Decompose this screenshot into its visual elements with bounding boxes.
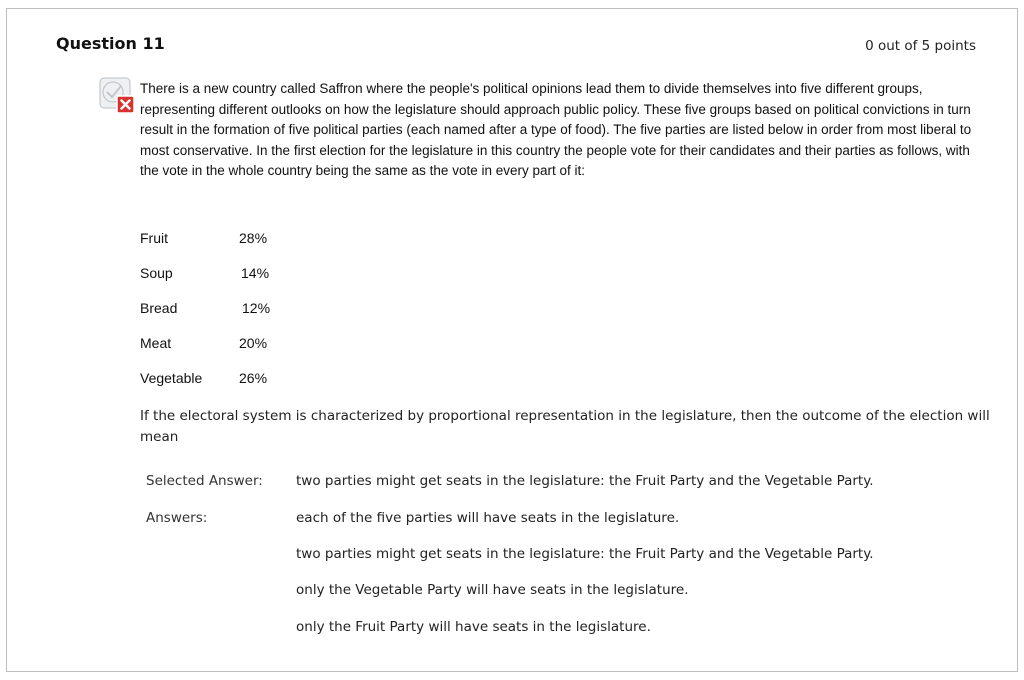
question-title: Question 11 <box>56 34 165 53</box>
selected-answer: two parties might get seats in the legislature: the Fruit Party and the Vegetable Party. <box>296 473 874 489</box>
answer-option: two parties might get seats in the legislature: the Fruit Party and the Vegetable Party. <box>296 546 874 562</box>
party-percent: 28% <box>239 230 268 246</box>
selected-answer-label: Selected Answer: <box>146 473 263 489</box>
party-name: Meat <box>140 335 172 351</box>
question-points: 0 out of 5 points <box>865 38 976 54</box>
answer-option: only the Fruit Party will have seats in the legislature. <box>296 619 651 635</box>
party-name: Fruit <box>140 230 168 246</box>
party-name: Vegetable <box>140 370 203 386</box>
answers-label: Answers: <box>146 510 208 526</box>
answer-option: only the Vegetable Party will have seats in the legislature. <box>296 582 689 598</box>
party-name: Bread <box>140 300 178 316</box>
party-name: Soup <box>140 265 173 281</box>
party-percent: 12% <box>242 300 271 316</box>
incorrect-icon <box>96 76 136 116</box>
question-header <box>56 34 976 58</box>
question-text: There is a new country called Saffron where the people's political opinions lead them to divide themselves into five different groups, representing different outlooks on how the legislature should approach public policy. These five groups based on political convictions in turn result in the formation of five political parties (each named after a type of food). The five parties are listed below in order from most liberal to most conservative. In the first election for the legislature in this country the people vote for their candidates and their parties as follows, with the vote in the whole country being the same as the vote in every part of it: <box>140 81 972 178</box>
question-prompt: If the electoral system is characterized by proportional representation in the legislature, then the outcome of the election will mean <box>140 408 990 445</box>
party-percent: 14% <box>241 265 270 281</box>
party-percent: 20% <box>239 335 268 351</box>
answer-option: each of the five parties will have seats in the legislature. <box>296 510 680 526</box>
party-percent: 26% <box>239 370 268 386</box>
